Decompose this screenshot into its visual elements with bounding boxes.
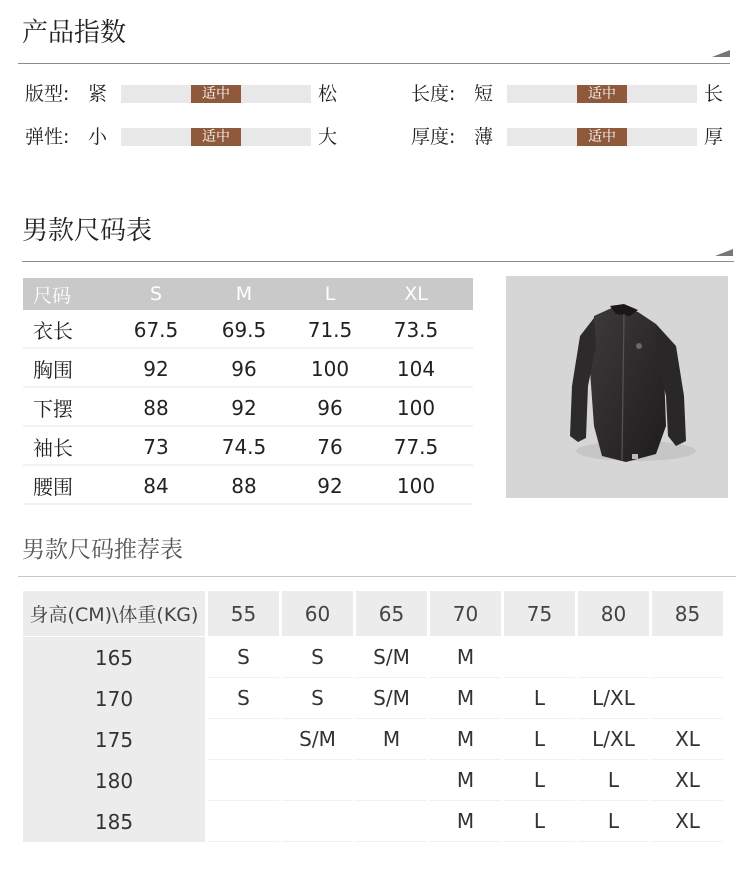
elasticity-scale-marker: 适中 <box>191 128 241 146</box>
recommend-cell <box>652 637 723 678</box>
jacket-illustration <box>506 276 728 498</box>
recommend-cell: L/XL <box>578 678 649 719</box>
recommend-cell: S/M <box>356 678 427 719</box>
recommend-cell: M <box>430 678 501 719</box>
size-row-label: 袖长 <box>33 436 73 460</box>
size-cell: 69.5 <box>221 317 267 342</box>
recommend-table-row <box>23 678 726 719</box>
size-row-label: 腰围 <box>33 475 73 499</box>
weight-header-cell: 70 <box>430 591 501 636</box>
size-cell: 88 <box>143 395 169 420</box>
size-header-cell: S <box>149 283 163 305</box>
size-cell: 77.5 <box>393 434 439 459</box>
recommend-corner-label: 身高(CM)\体重(KG) <box>23 591 205 636</box>
elasticity-high-label: 大 <box>318 126 338 148</box>
recommend-table <box>23 591 726 842</box>
height-cell: 165 <box>23 637 205 678</box>
recommend-cell <box>356 760 427 801</box>
size-cell: 84 <box>143 473 169 498</box>
size-cell: 92 <box>317 473 343 498</box>
fit-low-label: 紧 <box>88 83 108 105</box>
elasticity-low-label: 小 <box>88 126 108 148</box>
size-table <box>23 278 473 505</box>
recommend-cell: M <box>430 801 501 842</box>
thickness-low-label: 薄 <box>474 126 494 148</box>
size-table-row <box>23 388 473 427</box>
recommend-cell: L <box>504 678 575 719</box>
recommend-cell: S <box>282 678 353 719</box>
recommend-cell <box>208 760 279 801</box>
size-row-label: 胸围 <box>33 358 73 382</box>
recommend-table-row <box>23 801 726 842</box>
size-row-label: 下摆 <box>33 397 73 421</box>
recommend-cell <box>282 801 353 842</box>
thickness-high-label: 厚 <box>704 126 724 148</box>
size-table-row <box>23 427 473 466</box>
recommend-cell: S <box>208 678 279 719</box>
size-table-row <box>23 349 473 388</box>
fit-scale-marker: 适中 <box>191 85 241 103</box>
index-corner-marker-icon <box>712 50 730 57</box>
size-cell: 73 <box>143 434 169 459</box>
recommend-cell: L <box>504 719 575 760</box>
size-cell: 100 <box>396 473 436 498</box>
size-table-row <box>23 466 473 505</box>
size-table-row <box>23 310 473 349</box>
size-section-divider <box>22 261 734 262</box>
recommend-cell <box>504 637 575 678</box>
recommend-cell: M <box>356 719 427 760</box>
fit-label: 版型: <box>25 83 70 105</box>
length-scale-marker: 适中 <box>577 85 627 103</box>
recommend-cell: XL <box>652 760 723 801</box>
size-cell: 96 <box>317 395 343 420</box>
weight-header-cell: 60 <box>282 591 353 636</box>
size-header-cell: M <box>235 283 253 305</box>
recommend-table-row <box>23 637 726 678</box>
recommend-cell: L/XL <box>578 719 649 760</box>
recommend-cell: XL <box>652 801 723 842</box>
recommend-section-title: 男款尺码推荐表 <box>22 537 183 563</box>
length-high-label: 长 <box>704 83 724 105</box>
height-cell: 175 <box>23 719 205 760</box>
size-cell: 67.5 <box>133 317 179 342</box>
height-cell: 185 <box>23 801 205 842</box>
recommend-cell: S/M <box>356 637 427 678</box>
size-cell: 96 <box>231 356 257 381</box>
weight-header-cell: 75 <box>504 591 575 636</box>
recommend-cell <box>208 801 279 842</box>
size-header-cell: 尺码 <box>33 284 72 307</box>
size-table-header <box>23 278 473 310</box>
size-header-cell: L <box>324 283 336 305</box>
weight-header-cell: 85 <box>652 591 723 636</box>
size-row-label: 衣长 <box>33 319 73 343</box>
thickness-scale-marker: 适中 <box>577 128 627 146</box>
size-cell: 104 <box>396 356 436 381</box>
recommend-cell: XL <box>652 719 723 760</box>
length-low-label: 短 <box>474 83 494 105</box>
height-cell: 180 <box>23 760 205 801</box>
recommend-cell: S <box>208 637 279 678</box>
size-cell: 100 <box>396 395 436 420</box>
product-photo <box>506 276 728 498</box>
recommend-cell: M <box>430 719 501 760</box>
size-section-title: 男款尺码表 <box>22 216 153 246</box>
recommend-cell: L <box>504 801 575 842</box>
recommend-cell <box>578 637 649 678</box>
recommend-cell <box>208 719 279 760</box>
elasticity-label: 弹性: <box>25 126 70 148</box>
size-corner-marker-icon <box>715 249 733 256</box>
recommend-table-row <box>23 760 726 801</box>
recommend-cell: S/M <box>282 719 353 760</box>
size-header-cell: XL <box>404 283 428 305</box>
recommend-cell: M <box>430 760 501 801</box>
recommend-cell: L <box>578 801 649 842</box>
weight-header-cell: 80 <box>578 591 649 636</box>
size-cell: 74.5 <box>221 434 267 459</box>
fit-high-label: 松 <box>318 83 338 105</box>
size-cell: 76 <box>317 434 343 459</box>
recommend-section-divider <box>18 576 736 577</box>
recommend-cell <box>652 678 723 719</box>
length-label: 长度: <box>411 83 456 105</box>
weight-header-cell: 55 <box>208 591 279 636</box>
weight-header-cell: 65 <box>356 591 427 636</box>
index-section-divider <box>18 63 730 64</box>
size-cell: 100 <box>310 356 350 381</box>
recommend-table-row <box>23 719 726 760</box>
recommend-cell: M <box>430 637 501 678</box>
thickness-label: 厚度: <box>411 126 456 148</box>
height-cell: 170 <box>23 678 205 719</box>
size-cell: 92 <box>231 395 257 420</box>
recommend-cell <box>282 760 353 801</box>
size-cell: 88 <box>231 473 257 498</box>
recommend-cell: L <box>504 760 575 801</box>
recommend-cell: L <box>578 760 649 801</box>
recommend-cell: S <box>282 637 353 678</box>
index-section-title: 产品指数 <box>22 18 127 48</box>
recommend-cell <box>356 801 427 842</box>
size-cell: 92 <box>143 356 169 381</box>
recommend-table-header <box>23 591 726 637</box>
size-cell: 71.5 <box>307 317 353 342</box>
size-cell: 73.5 <box>393 317 439 342</box>
